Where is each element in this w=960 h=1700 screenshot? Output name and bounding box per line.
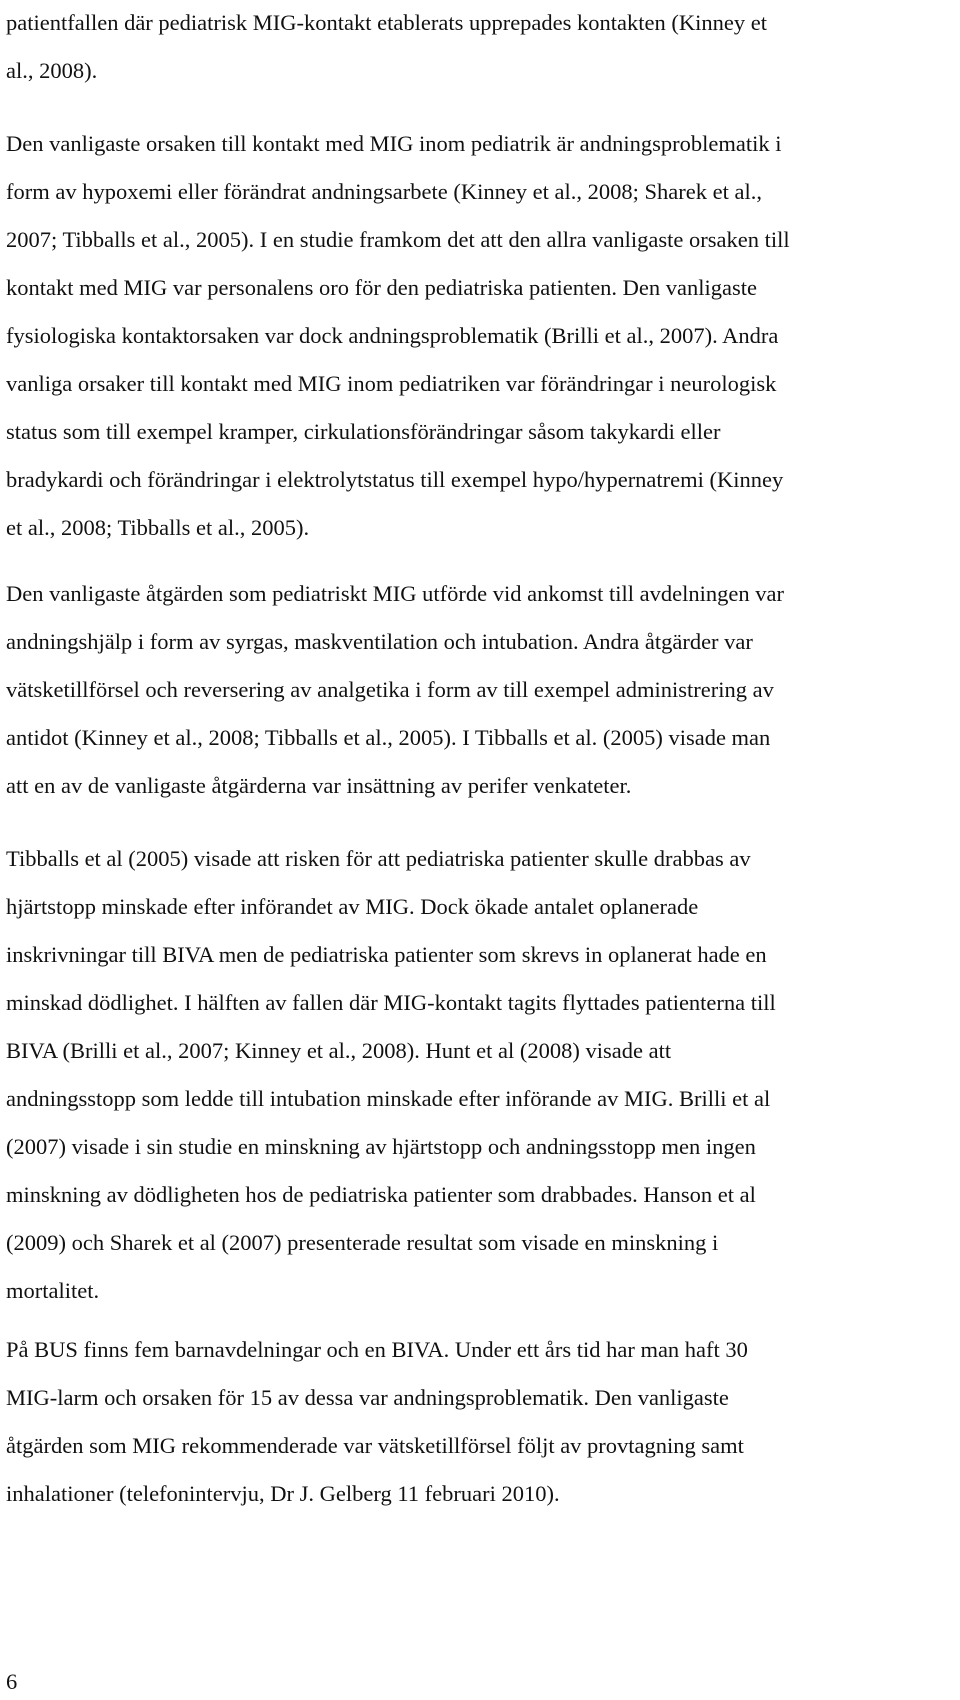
text-line: andningshjälp i form av syrgas, maskventilation och intubation. Andra åtgärder var [6,629,753,654]
text-line: minskning av dödligheten hos de pediatriska patienter som drabbades. Hanson et al [6,1182,756,1207]
paragraph-3 [6,570,952,810]
text-line: vätsketillförsel och reversering av analgetika i form av till exempel administrering av [6,677,774,702]
text-line: BIVA (Brilli et al., 2007; Kinney et al., 2008). Hunt et al (2008) visade att [6,1038,672,1063]
text-line: form av hypoxemi eller förändrat andningsarbete (Kinney et al., 2008; Sharek et al., [6,179,762,204]
text-line: patientfallen där pediatrisk MIG-kontakt etablerats upprepades kontakten (Kinney et [6,10,767,35]
paragraph-2 [6,120,952,552]
text-line: antidot (Kinney et al., 2008; Tibballs et al., 2005). I Tibballs et al. (2005) visade man [6,725,771,750]
text-line: status som till exempel kramper, cirkulationsförändringar såsom takykardi eller [6,419,721,444]
text-line: hjärtstopp minskade efter införandet av MIG. Dock ökade antalet oplanerade [6,894,699,919]
page-number: 6 [6,1669,18,1694]
paragraph-4 [6,835,952,1315]
text-line: inhalationer (telefonintervju, Dr J. Gelberg 11 februari 2010). [6,1481,560,1506]
text-line: att en av de vanligaste åtgärderna var insättning av perifer venkateter. [6,773,632,798]
text-line: fysiologiska kontaktorsaken var dock andningsproblematik (Brilli et al., 2007). Andra [6,323,779,348]
text-line: (2007) visade i sin studie en minskning av hjärtstopp och andningsstopp men ingen [6,1134,756,1159]
text-line: inskrivningar till BIVA men de pediatriska patienter som skrevs in oplanerat hade en [6,942,767,967]
text-line: åtgärden som MIG rekommenderade var vätsketillförsel följt av provtagning samt [6,1433,744,1458]
text-line: 2007; Tibballs et al., 2005). I en studie framkom det att den allra vanligaste orsaken till [6,227,790,252]
paragraph-1 [6,0,952,95]
text-line: (2009) och Sharek et al (2007) presenterade resultat som visade en minskning i [6,1230,719,1255]
text-line: et al., 2008; Tibballs et al., 2005). [6,515,310,540]
text-line: al., 2008). [6,58,98,83]
text-line: vanliga orsaker till kontakt med MIG inom pediatriken var förändringar i neurologisk [6,371,777,396]
text-line: På BUS finns fem barnavdelningar och en BIVA. Under ett års tid har man haft 30 [6,1337,748,1362]
text-line: MIG-larm och orsaken för 15 av dessa var andningsproblematik. Den vanligaste [6,1385,729,1410]
text-line: andningsstopp som ledde till intubation minskade efter införande av MIG. Brilli et al [6,1086,771,1111]
text-line: Den vanligaste orsaken till kontakt med MIG inom pediatrik är andningsproblematik i [6,131,782,156]
paragraph-5 [6,1326,952,1518]
text-line: bradykardi och förändringar i elektrolytstatus till exempel hypo/hypernatremi (Kinney [6,467,784,492]
text-line: kontakt med MIG var personalens oro för den pediatriska patienten. Den vanligaste [6,275,758,300]
text-line: minskad dödlighet. I hälften av fallen där MIG-kontakt tagits flyttades patienterna till [6,990,776,1015]
text-line: mortalitet. [6,1278,100,1303]
text-line: Den vanligaste åtgärden som pediatriskt MIG utförde vid ankomst till avdelningen var [6,581,784,606]
text-line: Tibballs et al (2005) visade att risken för att pediatriska patienter skulle drabbas av [6,846,751,871]
